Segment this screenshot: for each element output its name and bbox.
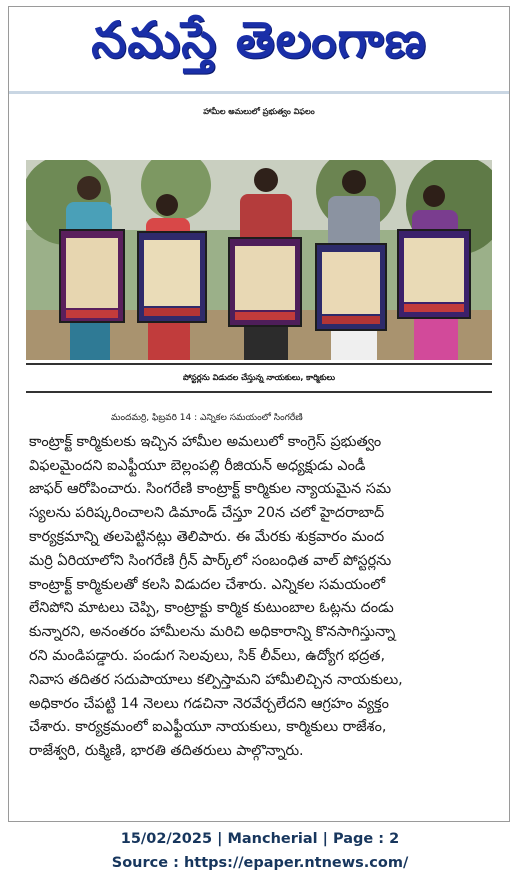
article-line: లేనిపోని మాటలు చెప్పి, కాంట్రాక్టు కార్మిక కుటుంబాల ఓట్లను దండు — [29, 600, 394, 617]
article-line: మర్రి ఏరియాలోని సింగరేణి గ్రీన్ పార్క్‌లో సంబంధిత వాల్ పోస్టర్లను — [29, 552, 392, 569]
masthead-divider — [9, 91, 509, 94]
article-line: స్యలను పరిష్కరించాలని డిమాండ్ చేస్తూ 20న చలో హైదరాబాద్ — [29, 505, 385, 522]
news-photo — [26, 160, 492, 360]
masthead — [9, 7, 509, 85]
newspaper-clipping — [8, 6, 510, 822]
article-line: జాఫర్ ఆరోపించారు. సింగరేణి కాంట్రాక్ట్ కార్మికుల న్యాయమైన సమ — [29, 481, 392, 498]
article-line: కున్నారని, అనంతరం హామీలను మరిచి అధికారాన్ని కొనసాగిస్తున్నా — [29, 624, 396, 641]
article-line: కార్యక్రమాన్ని తలపెట్టినట్లు తెలిపారు. ఈ మేరకు శుక్రవారం మంద — [29, 528, 385, 545]
article-line: విఫలమైందని ఐఎఫ్టీయూ బెల్లంపల్లి రీజియన్ అధ్యక్షుడు ఎండీ — [29, 457, 366, 474]
article-line: కాంట్రాక్ట్ కార్మికులకు ఇచ్చిన హామీల అమలులో కాంగ్రెస్ ప్రభుత్వం — [29, 433, 382, 450]
article-line: రని మండిపడ్డారు. పండుగ సెలవులు, సిక్ లీవ్‌లు, ఉద్యోగ భద్రత, — [29, 647, 386, 664]
edition-info: 15/02/2025 | Mancherial | Page : 2 — [120, 831, 400, 847]
photo-illustration — [26, 160, 492, 360]
article-line: నివాస తదితర సదుపాయాలు కల్పిస్తామని హామీలిచ్చిన నాయకులు, — [29, 671, 403, 688]
article-line: రాజేశ్వరి, రుక్మిణి, భారతి తదితరులు పాల్గొన్నారు. — [29, 743, 304, 760]
article-headline: హామీల అమలులో ప్రభుత్వం విఫలం — [203, 107, 315, 116]
article-line: మందమర్రి, ఫిబ్రవరి 14 : ఎన్నికల సమయంలో సింగరేణి — [111, 413, 303, 423]
page-footer — [0, 827, 520, 875]
masthead-title: నమస్తే తెలంగాణ — [91, 10, 427, 69]
photo-caption: పోస్టర్లను విడుదల చేస్తున్న నాయకులు, కార్మికులు — [26, 363, 492, 393]
article-line: చేశారు. కార్యక్రమంలో ఐఎఫ్టీయూ నాయకులు, కార్మికులు రాజేశం, — [29, 719, 387, 736]
article-line: కాంట్రాక్ట్ కార్మికులతో కలసి విడుదల చేశారు. ఎన్నికల సమయంలో — [29, 576, 385, 593]
article-body — [29, 407, 485, 764]
source-link[interactable]: Source : https://epaper.ntnews.com/ — [111, 855, 409, 871]
article-line: అధికారం చేపట్టి 14 నెలలు గడచినా నెరవేర్చలేదని ఆగ్రహం వ్యక్తం — [29, 695, 389, 712]
